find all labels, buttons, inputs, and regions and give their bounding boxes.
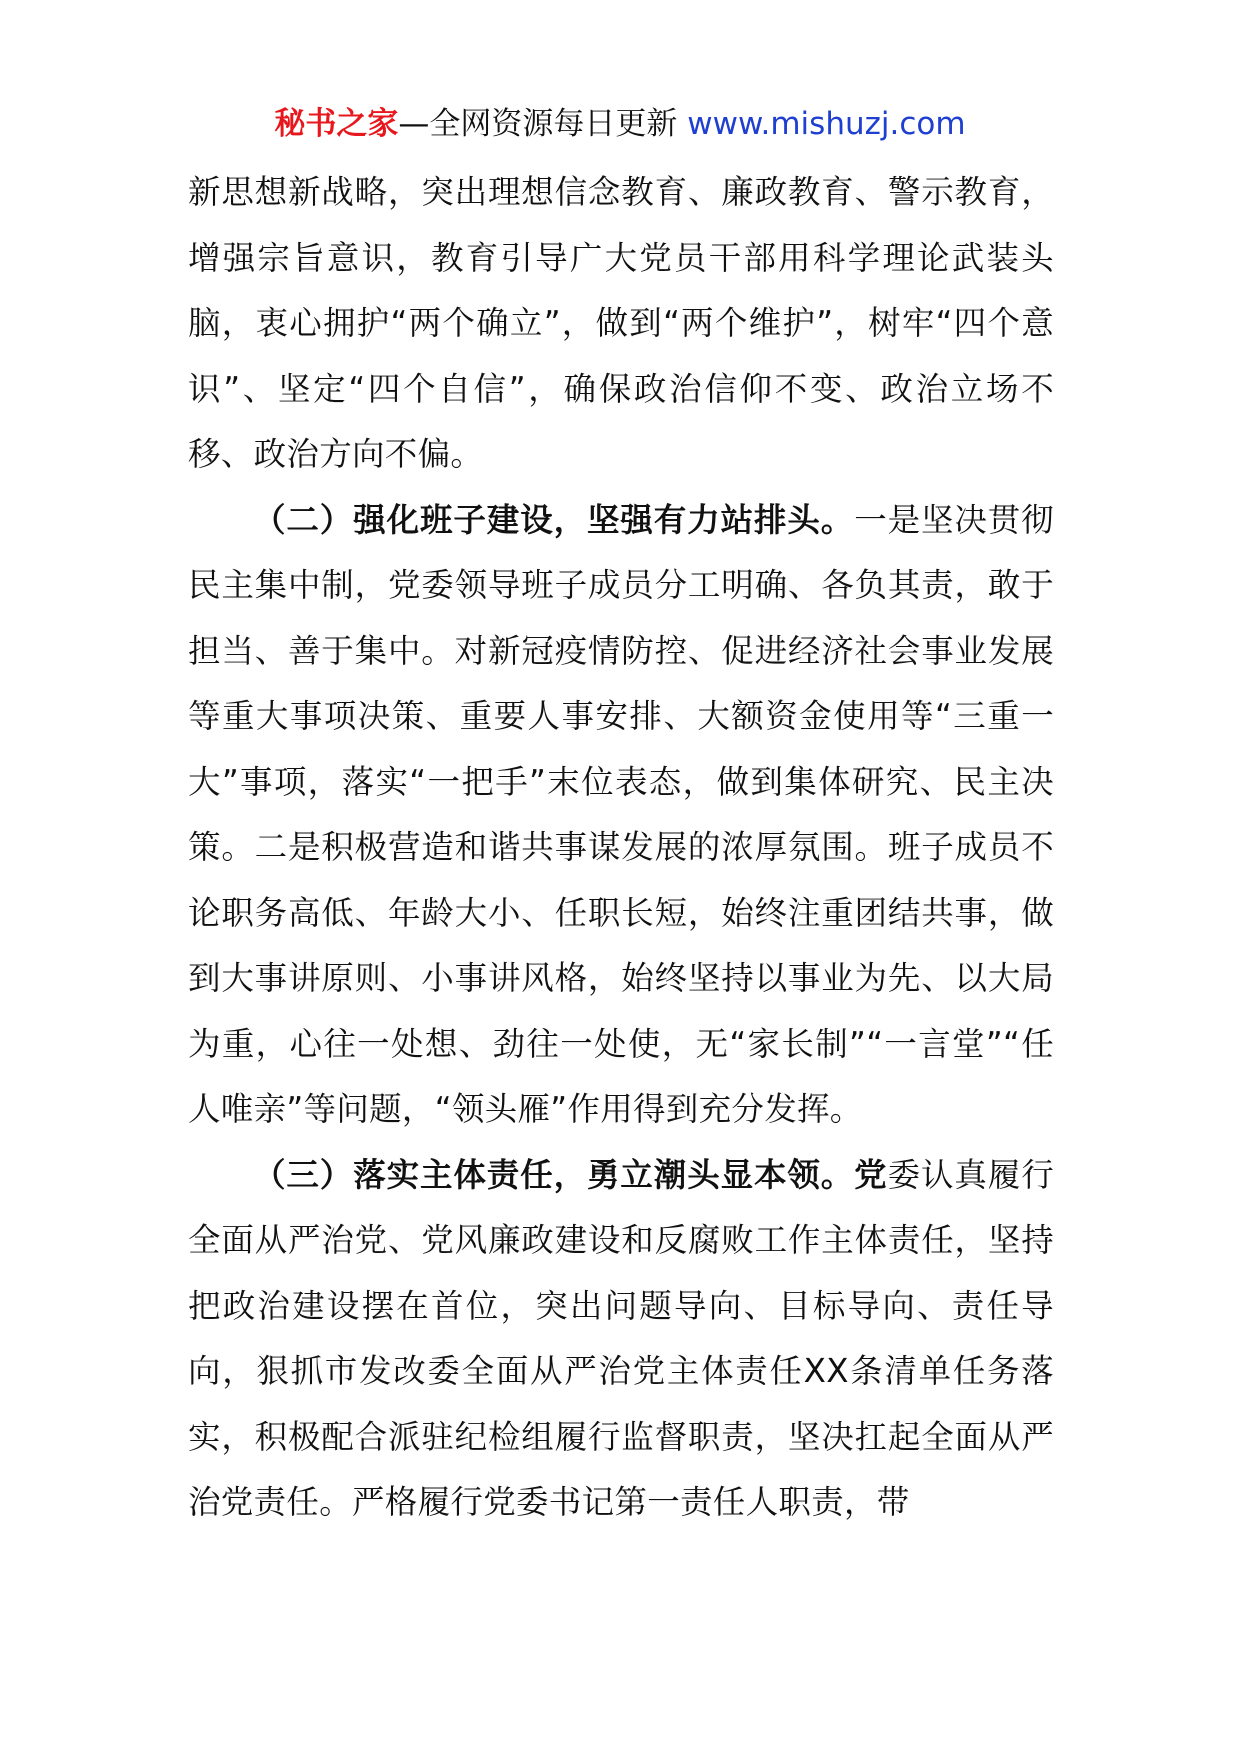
section-heading-3: （三）落实主体责任，勇立潮头显本领。党	[253, 1155, 888, 1194]
header-tagline: —全网资源每日更新	[398, 106, 688, 142]
paragraph-section-3	[188, 1143, 1054, 1536]
paragraph-text: 新思想新战略，突出理想信念教育、廉政教育、警示教育，增强宗旨意识，教育引导广大党员干部用科学理论武装头脑，衷心拥护“两个确立”，做到“两个维护”，树牢“四个意识”、坚定“四个自信”，确保政治信仰不变、政治立场不移、政治方向不偏。	[188, 173, 1054, 473]
site-header	[0, 100, 1240, 148]
section-heading-2: （二）强化班子建设，坚强有力站排头。	[253, 500, 855, 539]
document-body	[188, 160, 1054, 1536]
paragraph-continuation	[188, 160, 1054, 488]
brand-name: 秘书之家	[274, 106, 399, 142]
site-url-link[interactable]: www.mishuzj.com	[687, 106, 966, 142]
paragraph-text: 委认真履行全面从严治党、党风廉政建设和反腐败工作主体责任，坚持把政治建设摆在首位，突出问题导向、目标导向、责任导向，狠抓市发改委全面从严治党主体责任XX条清单任务落实，积极配合派驻纪检组履行监督职责，坚决扛起全面从严治党责任。严格履行党委书记第一责任人职责，带	[188, 1155, 1054, 1521]
paragraph-text: 一是坚决贯彻民主集中制，党委领导班子成员分工明确、各负其责，敢于担当、善于集中。对新冠疫情防控、促进经济社会事业发展等重大事项决策、重要人事安排、大额资金使用等“三重一大”事项，落实“一把手”末位表态，做到集体研究、民主决策。二是积极营造和谐共事谋发展的浓厚氛围。班子成员不论职务高低、年龄大小、任职长短，始终注重团结共事，做到大事讲原则、小事讲风格，始终坚持以事业为先、以大局为重，心往一处想、劲往一处使，无“家长制”“一言堂”“任人唯亲”等问题，“领头雁”作用得到充分发挥。	[188, 500, 1054, 1128]
paragraph-section-2	[188, 488, 1054, 1143]
